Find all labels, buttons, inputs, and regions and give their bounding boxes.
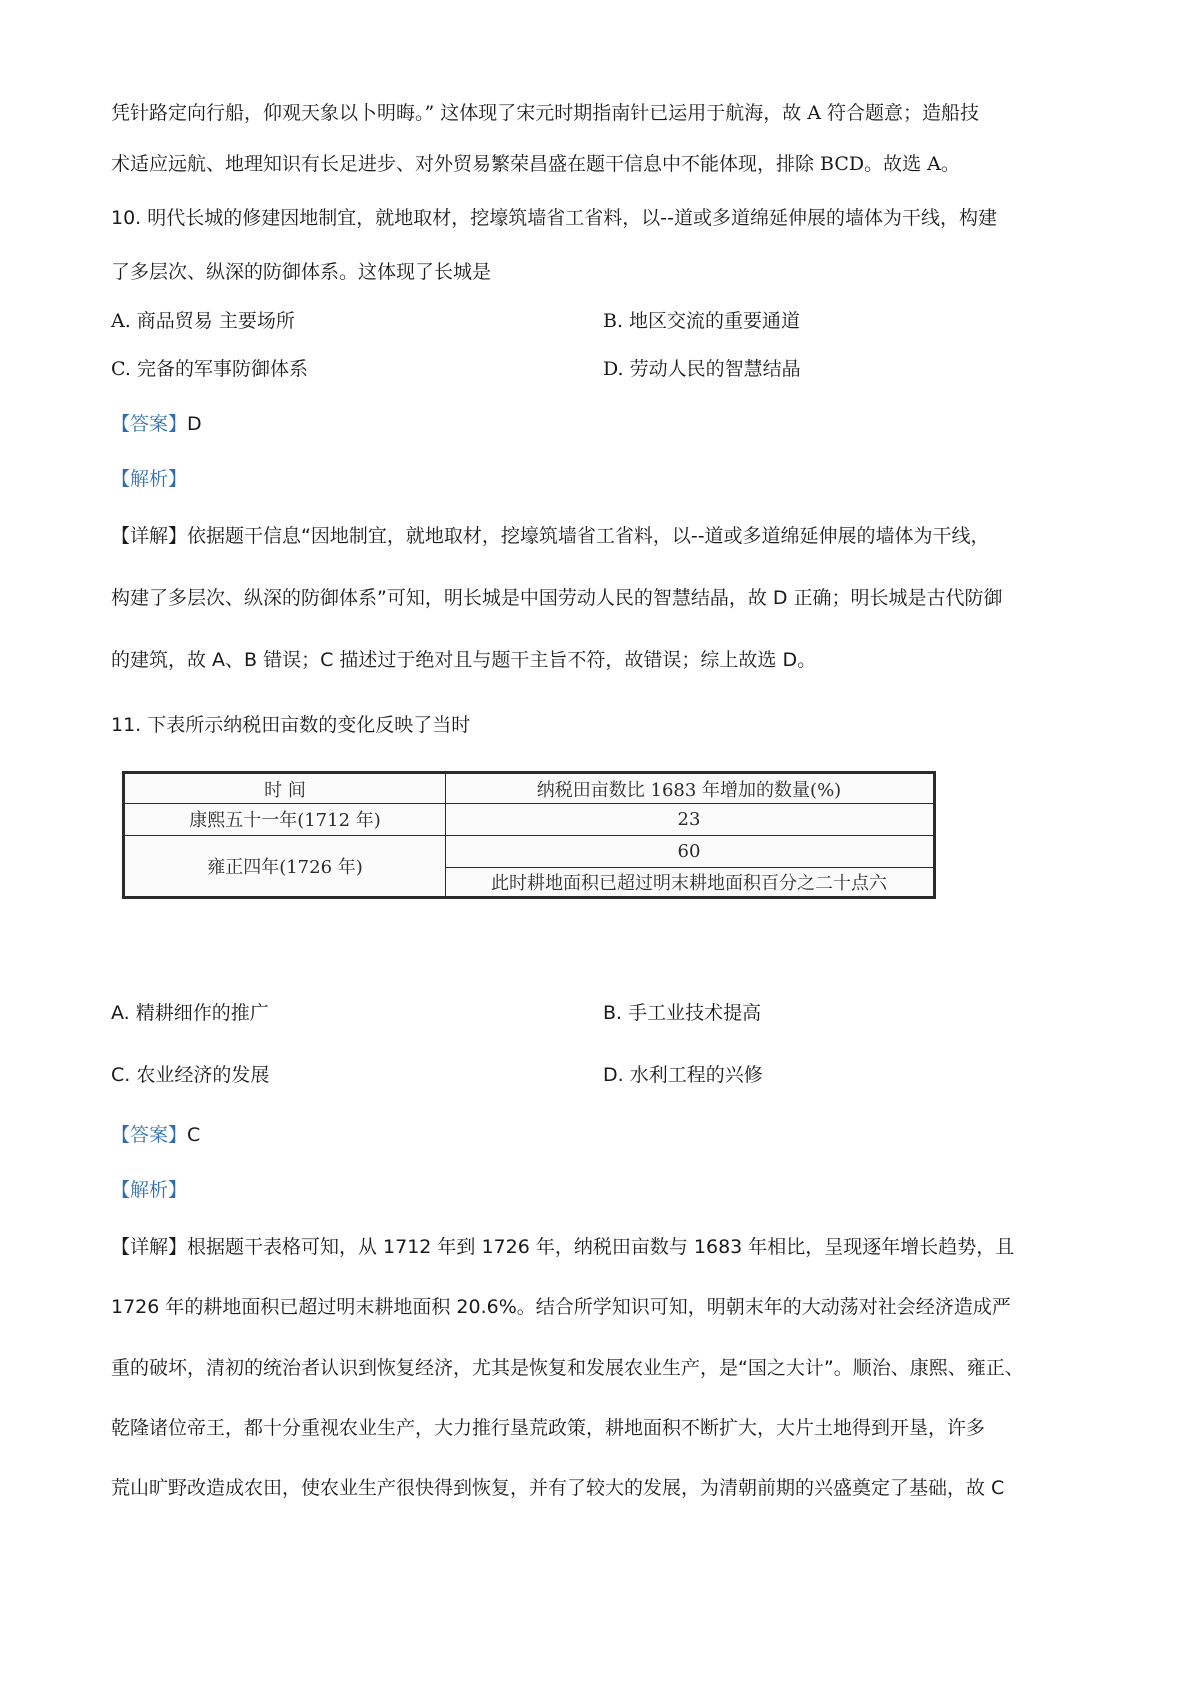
intro-line-1: 凭针路定向行船，仰观天象以卜明晦。” 这体现了宋元时期指南针已运用于航海，故 A 符合题意；造船技	[111, 102, 980, 124]
question-10-detail-line-1: 【详解】依据题干信息“因地制宜，就地取材，挖壕筑墙省工省料，以--道或多道绵延伸展的墙体为干线，	[111, 525, 990, 547]
answer-tag: 【答案】	[111, 1124, 188, 1146]
table-header-time: 时 间	[264, 779, 306, 801]
question-11-option-a: A. 精耕细作的推广	[111, 1002, 269, 1024]
question-10-answer	[111, 415, 202, 434]
question-11-detail-line-1: 【详解】根据题干表格可知，从 1712 年到 1726 年，纳税田亩数与 1683 年相比，呈现逐年增长趋势，且	[111, 1236, 1015, 1258]
question-11-detail-line-4: 乾隆诸位帝王，都十分重视农业生产，大力推行垦荒政策，耕地面积不断扩大，大片土地得到开垦，许多	[111, 1417, 986, 1439]
tax-farmland-table	[122, 771, 936, 899]
analysis-tag: 【解析】	[111, 1179, 188, 1201]
question-10-option-d: D. 劳动人民的智慧结晶	[603, 358, 801, 380]
answer-value: D	[187, 413, 202, 435]
intro-line-2: 术适应远航、地理知识有长足进步、对外贸易繁荣昌盛在题干信息中不能体现，排除 BCD。故选 A。	[111, 153, 960, 175]
question-10-analysis-tag	[111, 470, 187, 489]
answer-tag: 【答案】	[111, 413, 188, 435]
question-10-option-a: A. 商品贸易 主要场所	[111, 310, 295, 332]
table-row-1-value: 23	[677, 808, 701, 830]
table-row-2-value: 60	[677, 840, 701, 862]
table-header-value: 纳税田亩数比 1683 年增加的数量(%)	[536, 779, 842, 801]
question-11-detail-line-5: 荒山旷野改造成农田，使农业生产很快得到恢复，并有了较大的发展，为清朝前期的兴盛奠定了基础，故 C	[111, 1477, 1005, 1499]
question-11-stem: 11. 下表所示纳税田亩数的变化反映了当时	[111, 714, 471, 736]
question-11-option-d: D. 水利工程的兴修	[603, 1064, 763, 1086]
table-row-2-note: 此时耕地面积已超过明末耕地面积百分之二十点六	[491, 872, 887, 894]
question-10-stem-line-2: 了多层次、纵深的防御体系。这体现了长城是	[111, 261, 492, 283]
question-11-analysis-tag	[111, 1181, 187, 1200]
answer-value: C	[187, 1124, 201, 1146]
table-row-1-time: 康熙五十一年(1712 年)	[189, 810, 381, 831]
analysis-tag: 【解析】	[111, 468, 188, 490]
question-10-detail-line-3: 的建筑，故 A、B 错误；C 描述过于绝对且与题干主旨不符，故错误；综上故选 D。	[111, 649, 817, 671]
question-10-option-c: C. 完备的军事防御体系	[111, 358, 308, 380]
question-11-option-b: B. 手工业技术提高	[603, 1002, 762, 1024]
question-11-option-c: C. 农业经济的发展	[111, 1064, 270, 1086]
question-11-detail-line-2: 1726 年的耕地面积已超过明末耕地面积 20.6%。结合所学知识可知，明朝末年的大动荡对社会经济造成严	[111, 1296, 1011, 1318]
question-10-detail-line-2: 构建了多层次、纵深的防御体系”可知，明长城是中国劳动人民的智慧结晶，故 D 正确；明长城是古代防御	[111, 587, 1003, 609]
question-10-option-b: B. 地区交流的重要通道	[603, 310, 801, 332]
question-11-answer	[111, 1126, 200, 1145]
question-11-detail-line-3: 重的破坏，清初的统治者认识到恢复经济，尤其是恢复和发展农业生产，是“国之大计”。顺治、康熙、雍正、	[111, 1357, 1024, 1379]
question-10-stem-line-1: 10. 明代长城的修建因地制宜，就地取材，挖壕筑墙省工省料，以--道或多道绵延伸展的墙体为干线，构建	[111, 207, 997, 229]
table-row-2-time: 雍正四年(1726 年)	[207, 856, 363, 878]
